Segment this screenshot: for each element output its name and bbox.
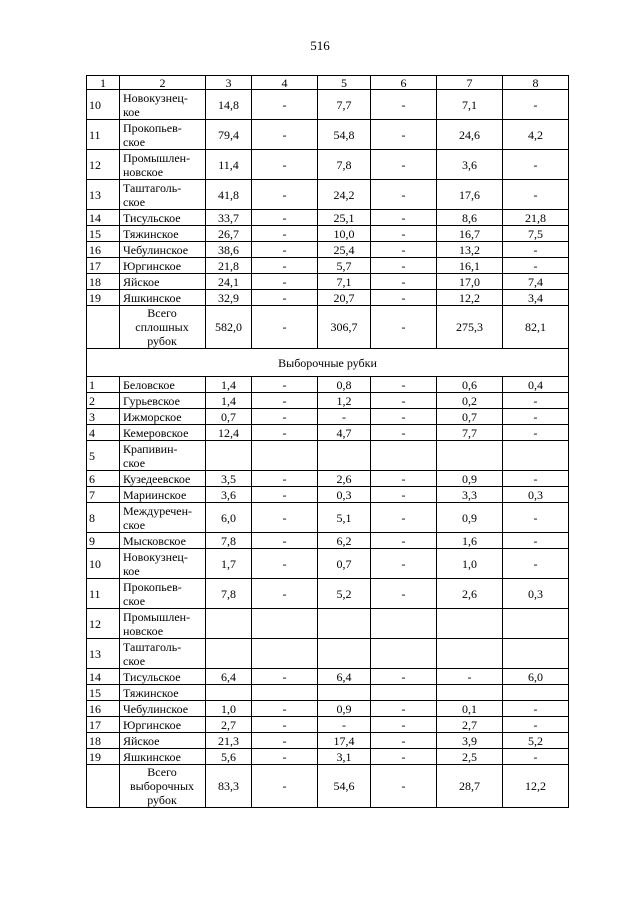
value-col-8: 12,2 — [503, 765, 569, 808]
value-col-3: 79,4 — [206, 120, 252, 150]
district-name: Таштаголь- ское — [120, 639, 206, 669]
table-row — [87, 242, 569, 258]
table-row — [87, 717, 569, 733]
value-col-4: - — [252, 290, 318, 306]
value-col-3: 38,6 — [206, 242, 252, 258]
value-col-8: - — [503, 471, 569, 487]
table-row — [87, 549, 569, 579]
value-col-7: 7,1 — [437, 90, 503, 120]
value-col-5: 5,7 — [318, 258, 371, 274]
table-row — [87, 180, 569, 210]
value-col-5: 5,2 — [318, 579, 371, 609]
table-row — [87, 685, 569, 701]
value-col-3: 3,6 — [206, 487, 252, 503]
table-row — [87, 471, 569, 487]
value-col-5: 0,7 — [318, 549, 371, 579]
value-col-3: 6,0 — [206, 503, 252, 533]
value-col-4: - — [252, 503, 318, 533]
table-row — [87, 503, 569, 533]
row-number: 18 — [87, 274, 120, 290]
district-name: Тяжинское — [120, 226, 206, 242]
value-col-5: 10,0 — [318, 226, 371, 242]
value-col-7: 0,7 — [437, 409, 503, 425]
row-number: 10 — [87, 90, 120, 120]
value-col-8: - — [503, 749, 569, 765]
value-col-8: 3,4 — [503, 290, 569, 306]
table-row — [87, 609, 569, 639]
value-col-5 — [318, 441, 371, 471]
value-col-5: 54,8 — [318, 120, 371, 150]
value-col-3: 24,1 — [206, 274, 252, 290]
value-col-3 — [206, 639, 252, 669]
value-col-3: 33,7 — [206, 210, 252, 226]
value-col-8 — [503, 441, 569, 471]
value-col-5 — [318, 639, 371, 669]
table-row — [87, 669, 569, 685]
row-number: 19 — [87, 290, 120, 306]
table-row — [87, 579, 569, 609]
value-col-8 — [503, 609, 569, 639]
value-col-5 — [318, 609, 371, 639]
value-col-5: 4,7 — [318, 425, 371, 441]
district-name: Чебулинское — [120, 242, 206, 258]
value-col-3: 26,7 — [206, 226, 252, 242]
row-number: 14 — [87, 210, 120, 226]
value-col-3: 6,4 — [206, 669, 252, 685]
row-number: 18 — [87, 733, 120, 749]
value-col-4: - — [252, 90, 318, 120]
value-col-5: 25,1 — [318, 210, 371, 226]
row-number: 11 — [87, 579, 120, 609]
value-col-6: - — [371, 503, 437, 533]
value-col-4: - — [252, 669, 318, 685]
value-col-4: - — [252, 210, 318, 226]
row-number: 16 — [87, 701, 120, 717]
value-col-4: - — [252, 471, 318, 487]
value-col-3: 41,8 — [206, 180, 252, 210]
row-number: 2 — [87, 393, 120, 409]
row-number: 19 — [87, 749, 120, 765]
column-number-3: 3 — [206, 76, 252, 90]
value-col-5: 24,2 — [318, 180, 371, 210]
section-header-row — [87, 349, 569, 377]
value-col-7: 28,7 — [437, 765, 503, 808]
value-col-4: - — [252, 306, 318, 349]
value-col-4: - — [252, 226, 318, 242]
page-number: 516 — [310, 38, 330, 53]
value-col-7: 0,2 — [437, 393, 503, 409]
value-col-5: 0,8 — [318, 377, 371, 393]
value-col-5: 7,8 — [318, 150, 371, 180]
row-number: 9 — [87, 533, 120, 549]
value-col-5: - — [318, 409, 371, 425]
value-col-5: 7,7 — [318, 90, 371, 120]
value-col-3: 0,7 — [206, 409, 252, 425]
value-col-4 — [252, 685, 318, 701]
district-name: Таштаголь- ское — [120, 180, 206, 210]
value-col-6: - — [371, 409, 437, 425]
value-col-3: 7,8 — [206, 533, 252, 549]
table-row — [87, 409, 569, 425]
value-col-8: - — [503, 425, 569, 441]
table-row — [87, 393, 569, 409]
value-col-5: 25,4 — [318, 242, 371, 258]
value-col-6 — [371, 639, 437, 669]
value-col-7 — [437, 441, 503, 471]
value-col-7: 16,7 — [437, 226, 503, 242]
value-col-3: 1,4 — [206, 377, 252, 393]
total-row — [87, 765, 569, 808]
value-col-5: 0,3 — [318, 487, 371, 503]
row-number: 7 — [87, 487, 120, 503]
row-number: 10 — [87, 549, 120, 579]
value-col-7: 24,6 — [437, 120, 503, 150]
table-row — [87, 290, 569, 306]
value-col-3: 5,6 — [206, 749, 252, 765]
table-row — [87, 226, 569, 242]
value-col-7: 13,2 — [437, 242, 503, 258]
value-col-5: 7,1 — [318, 274, 371, 290]
column-number-7: 7 — [437, 76, 503, 90]
value-col-7: 275,3 — [437, 306, 503, 349]
row-number — [87, 306, 120, 349]
value-col-6: - — [371, 425, 437, 441]
column-number-2: 2 — [120, 76, 206, 90]
column-number-1: 1 — [87, 76, 120, 90]
value-col-3: 11,4 — [206, 150, 252, 180]
table-row — [87, 120, 569, 150]
value-col-4: - — [252, 180, 318, 210]
table-row — [87, 701, 569, 717]
value-col-3: 2,7 — [206, 717, 252, 733]
value-col-5: - — [318, 717, 371, 733]
value-col-3: 1,4 — [206, 393, 252, 409]
value-col-8: 21,8 — [503, 210, 569, 226]
value-col-7: 17,0 — [437, 274, 503, 290]
value-col-7: 3,6 — [437, 150, 503, 180]
value-col-7: 0,1 — [437, 701, 503, 717]
district-name: Прокопьев- ское — [120, 120, 206, 150]
column-number-8: 8 — [503, 76, 569, 90]
district-name: Междуречен- ское — [120, 503, 206, 533]
district-name: Яйское — [120, 733, 206, 749]
table-row — [87, 90, 569, 120]
value-col-4: - — [252, 717, 318, 733]
value-col-3: 83,3 — [206, 765, 252, 808]
value-col-3 — [206, 685, 252, 701]
district-name: Мысковское — [120, 533, 206, 549]
district-name: Всего выборочных рубок — [120, 765, 206, 808]
value-col-4: - — [252, 701, 318, 717]
value-col-3: 7,8 — [206, 579, 252, 609]
value-col-3: 3,5 — [206, 471, 252, 487]
value-col-8 — [503, 639, 569, 669]
district-name: Кемеровское — [120, 425, 206, 441]
value-col-3: 32,9 — [206, 290, 252, 306]
value-col-7: 12,2 — [437, 290, 503, 306]
table-row — [87, 639, 569, 669]
table-row — [87, 533, 569, 549]
district-name: Яшкинское — [120, 290, 206, 306]
value-col-5: 0,9 — [318, 701, 371, 717]
value-col-7: 16,1 — [437, 258, 503, 274]
value-col-6: - — [371, 549, 437, 579]
district-name: Крапивин- ское — [120, 441, 206, 471]
value-col-8: - — [503, 242, 569, 258]
value-col-7: - — [437, 669, 503, 685]
row-number: 15 — [87, 685, 120, 701]
value-col-4: - — [252, 579, 318, 609]
value-col-6: - — [371, 377, 437, 393]
row-number: 17 — [87, 258, 120, 274]
value-col-3: 21,3 — [206, 733, 252, 749]
row-number: 13 — [87, 639, 120, 669]
value-col-3: 1,7 — [206, 549, 252, 579]
row-number: 6 — [87, 471, 120, 487]
row-number: 5 — [87, 441, 120, 471]
value-col-8: 5,2 — [503, 733, 569, 749]
value-col-8: - — [503, 393, 569, 409]
value-col-8: - — [503, 150, 569, 180]
value-col-6: - — [371, 701, 437, 717]
district-name: Ижморское — [120, 409, 206, 425]
value-col-7: 8,6 — [437, 210, 503, 226]
value-col-5 — [318, 685, 371, 701]
value-col-8: 0,4 — [503, 377, 569, 393]
value-col-6: - — [371, 274, 437, 290]
district-name: Новокузнец- кое — [120, 549, 206, 579]
value-col-4: - — [252, 765, 318, 808]
column-number-5: 5 — [318, 76, 371, 90]
value-col-7 — [437, 609, 503, 639]
value-col-5: 54,6 — [318, 765, 371, 808]
value-col-8: - — [503, 90, 569, 120]
value-col-5: 2,6 — [318, 471, 371, 487]
row-number: 17 — [87, 717, 120, 733]
value-col-8: - — [503, 409, 569, 425]
value-col-5: 1,2 — [318, 393, 371, 409]
value-col-6: - — [371, 150, 437, 180]
value-col-6: - — [371, 210, 437, 226]
value-col-4: - — [252, 487, 318, 503]
section-title: Выборочные рубки — [87, 349, 569, 377]
value-col-3: 21,8 — [206, 258, 252, 274]
row-number: 4 — [87, 425, 120, 441]
table-row — [87, 377, 569, 393]
table-row — [87, 425, 569, 441]
district-name: Прокопьев- ское — [120, 579, 206, 609]
district-name: Кузедеевское — [120, 471, 206, 487]
value-col-5: 20,7 — [318, 290, 371, 306]
value-col-6: - — [371, 180, 437, 210]
value-col-6: - — [371, 306, 437, 349]
value-col-8: - — [503, 717, 569, 733]
district-name: Всего сплошных рубок — [120, 306, 206, 349]
value-col-4: - — [252, 120, 318, 150]
value-col-3 — [206, 609, 252, 639]
district-name: Яшкинское — [120, 749, 206, 765]
row-number: 16 — [87, 242, 120, 258]
value-col-5: 3,1 — [318, 749, 371, 765]
value-col-4 — [252, 639, 318, 669]
value-col-7: 0,9 — [437, 503, 503, 533]
value-col-6 — [371, 685, 437, 701]
district-name: Мариинское — [120, 487, 206, 503]
value-col-5: 6,2 — [318, 533, 371, 549]
table-row — [87, 441, 569, 471]
value-col-6: - — [371, 533, 437, 549]
value-col-3 — [206, 441, 252, 471]
value-col-6: - — [371, 717, 437, 733]
value-col-7: 1,6 — [437, 533, 503, 549]
row-number: 13 — [87, 180, 120, 210]
value-col-7: 2,5 — [437, 749, 503, 765]
value-col-4: - — [252, 733, 318, 749]
value-col-8: 82,1 — [503, 306, 569, 349]
value-col-7 — [437, 639, 503, 669]
value-col-4: - — [252, 425, 318, 441]
value-col-6 — [371, 609, 437, 639]
row-number — [87, 765, 120, 808]
table-row — [87, 210, 569, 226]
column-number-4: 4 — [252, 76, 318, 90]
value-col-7: 2,6 — [437, 579, 503, 609]
value-col-6: - — [371, 393, 437, 409]
value-col-8: 0,3 — [503, 579, 569, 609]
value-col-8: - — [503, 701, 569, 717]
value-col-4: - — [252, 258, 318, 274]
value-col-4: - — [252, 409, 318, 425]
district-name: Яйское — [120, 274, 206, 290]
value-col-6: - — [371, 290, 437, 306]
row-number: 12 — [87, 609, 120, 639]
table-row — [87, 487, 569, 503]
value-col-6 — [371, 441, 437, 471]
value-col-3: 582,0 — [206, 306, 252, 349]
table-row — [87, 749, 569, 765]
value-col-7: 3,3 — [437, 487, 503, 503]
district-name: Тяжинское — [120, 685, 206, 701]
value-col-8: 4,2 — [503, 120, 569, 150]
district-name: Гурьевское — [120, 393, 206, 409]
value-col-3: 14,8 — [206, 90, 252, 120]
district-name: Тисульское — [120, 669, 206, 685]
value-col-6: - — [371, 242, 437, 258]
value-col-7 — [437, 685, 503, 701]
value-col-4: - — [252, 150, 318, 180]
district-name: Юргинское — [120, 717, 206, 733]
table-row — [87, 258, 569, 274]
value-col-6: - — [371, 90, 437, 120]
value-col-8: - — [503, 180, 569, 210]
value-col-5: 306,7 — [318, 306, 371, 349]
row-number: 3 — [87, 409, 120, 425]
value-col-8: - — [503, 503, 569, 533]
value-col-4 — [252, 441, 318, 471]
total-row — [87, 306, 569, 349]
value-col-4: - — [252, 533, 318, 549]
district-name: Беловское — [120, 377, 206, 393]
row-number: 8 — [87, 503, 120, 533]
value-col-6: - — [371, 579, 437, 609]
district-name: Юргинское — [120, 258, 206, 274]
value-col-3: 12,4 — [206, 425, 252, 441]
value-col-4 — [252, 609, 318, 639]
value-col-4: - — [252, 749, 318, 765]
row-number: 11 — [87, 120, 120, 150]
district-name: Тисульское — [120, 210, 206, 226]
value-col-8 — [503, 685, 569, 701]
value-col-6: - — [371, 226, 437, 242]
value-col-7: 17,6 — [437, 180, 503, 210]
value-col-4: - — [252, 393, 318, 409]
district-name: Новокузнец- кое — [120, 90, 206, 120]
value-col-8: - — [503, 533, 569, 549]
column-number-header-row — [87, 76, 569, 90]
value-col-6: - — [371, 765, 437, 808]
value-col-7: 3,9 — [437, 733, 503, 749]
value-col-6: - — [371, 487, 437, 503]
table-body — [87, 76, 569, 808]
table-row — [87, 150, 569, 180]
value-col-7: 0,6 — [437, 377, 503, 393]
value-col-8: - — [503, 258, 569, 274]
row-number: 15 — [87, 226, 120, 242]
row-number: 1 — [87, 377, 120, 393]
value-col-4: - — [252, 377, 318, 393]
value-col-7: 2,7 — [437, 717, 503, 733]
value-col-3: 1,0 — [206, 701, 252, 717]
value-col-8: 0,3 — [503, 487, 569, 503]
table-row — [87, 274, 569, 290]
row-number: 14 — [87, 669, 120, 685]
forest-cutting-table — [86, 75, 569, 808]
value-col-4: - — [252, 549, 318, 579]
value-col-8: 7,4 — [503, 274, 569, 290]
district-name: Промышлен- новское — [120, 150, 206, 180]
value-col-5: 17,4 — [318, 733, 371, 749]
value-col-7: 1,0 — [437, 549, 503, 579]
value-col-6: - — [371, 733, 437, 749]
value-col-8: 7,5 — [503, 226, 569, 242]
value-col-6: - — [371, 471, 437, 487]
row-number: 12 — [87, 150, 120, 180]
value-col-6: - — [371, 669, 437, 685]
value-col-6: - — [371, 258, 437, 274]
value-col-5: 6,4 — [318, 669, 371, 685]
district-name: Чебулинское — [120, 701, 206, 717]
value-col-6: - — [371, 120, 437, 150]
value-col-6: - — [371, 749, 437, 765]
value-col-8: 6,0 — [503, 669, 569, 685]
value-col-4: - — [252, 274, 318, 290]
value-col-4: - — [252, 242, 318, 258]
table-row — [87, 733, 569, 749]
district-name: Промышлен- новское — [120, 609, 206, 639]
value-col-8: - — [503, 549, 569, 579]
value-col-7: 0,9 — [437, 471, 503, 487]
value-col-5: 5,1 — [318, 503, 371, 533]
value-col-7: 7,7 — [437, 425, 503, 441]
column-number-6: 6 — [371, 76, 437, 90]
